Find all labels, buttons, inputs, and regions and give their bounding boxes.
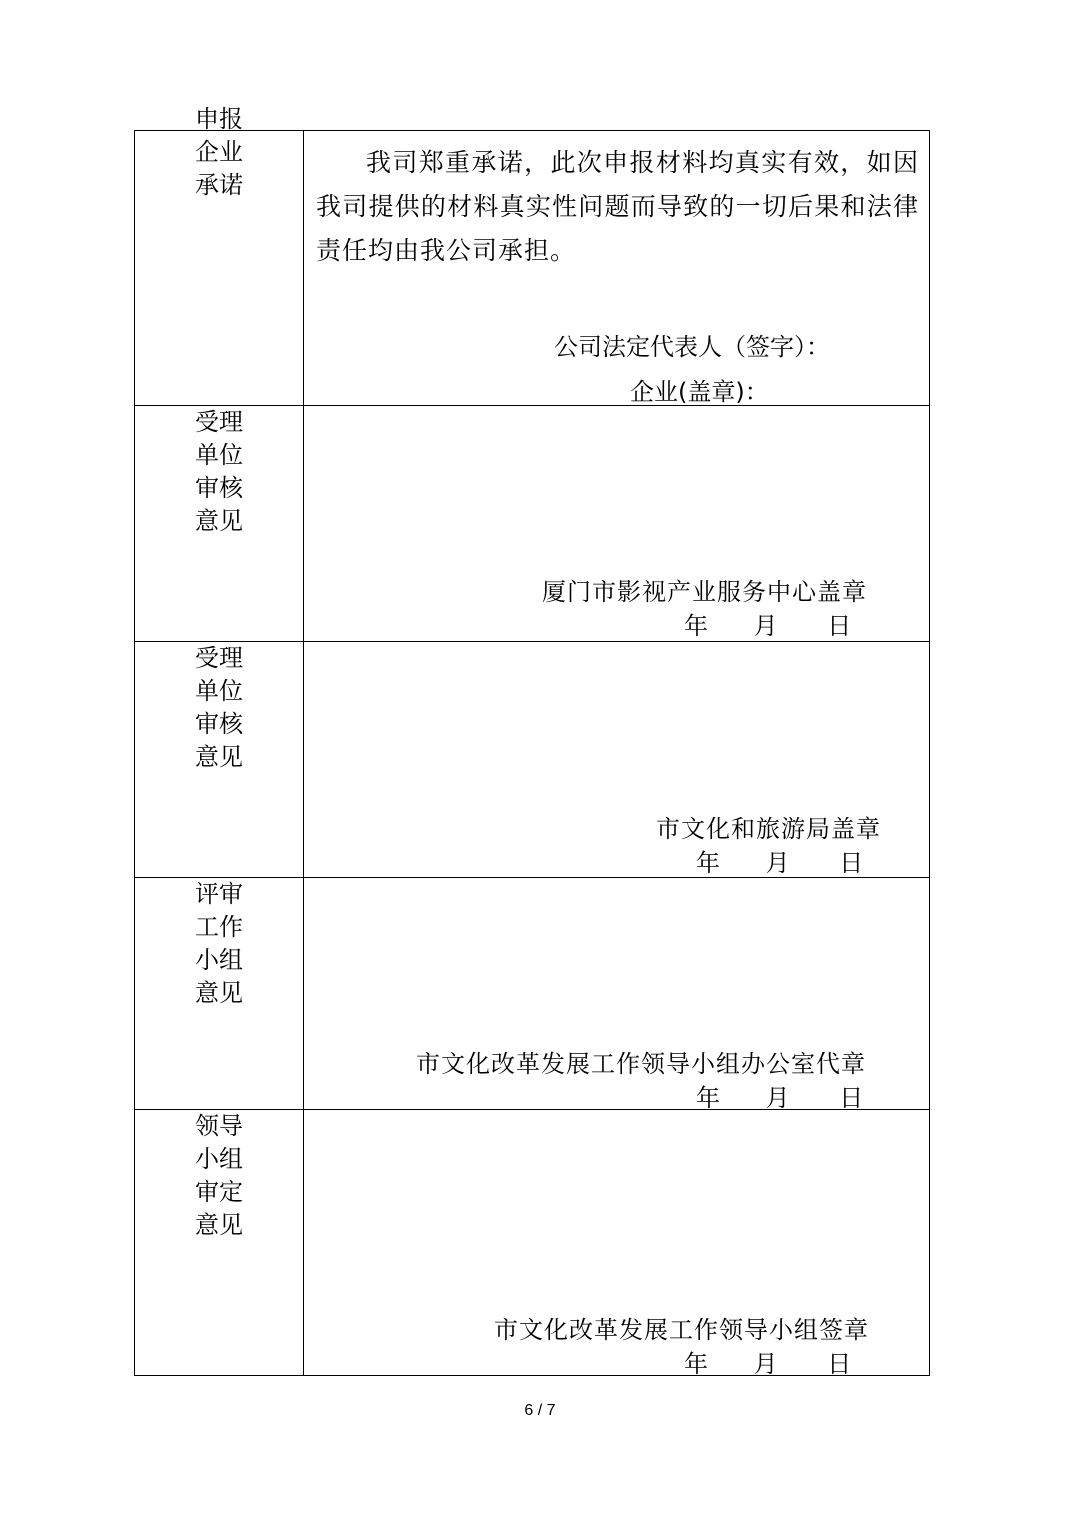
row-acceptance-review-1	[135, 406, 930, 642]
row-enterprise-commitment	[135, 131, 930, 406]
date-day: 日	[839, 1084, 864, 1112]
stamp-label: 市文化改革发展工作领导小组签章	[494, 1316, 869, 1344]
row-label	[195, 406, 243, 538]
label-line: 企业	[195, 138, 243, 166]
label-line: 审核	[195, 474, 243, 502]
label-cell	[135, 1110, 304, 1376]
row-label	[195, 642, 243, 774]
label-cell	[135, 406, 304, 642]
label-line: 评审	[195, 880, 243, 908]
label-line: 意见	[195, 1211, 243, 1239]
row-label	[195, 878, 243, 1010]
content-cell	[304, 406, 930, 642]
content-cell	[304, 878, 930, 1110]
date-year: 年	[684, 612, 708, 640]
label-line: 单位	[195, 441, 243, 469]
date-day: 日	[827, 1350, 852, 1378]
content-cell	[304, 131, 930, 406]
stamp-label: 市文化和旅游局盖章	[656, 815, 881, 843]
row-review-group	[135, 878, 930, 1110]
date-day: 日	[839, 849, 864, 877]
label-line: 工作	[195, 913, 243, 941]
date-year: 年	[696, 849, 720, 877]
date-month: 月	[753, 1350, 778, 1378]
label-line: 意见	[195, 743, 243, 771]
content-cell	[304, 1110, 930, 1376]
seal-label: 企业(盖章)：	[630, 378, 769, 406]
date-month: 月	[765, 849, 790, 877]
stamp-label: 厦门市影视产业服务中心盖章	[542, 578, 867, 606]
label-line: 小组	[195, 1145, 243, 1173]
date-line	[696, 1078, 863, 1113]
label-line: 审定	[195, 1178, 243, 1206]
label-line: 审核	[195, 710, 243, 738]
date-month: 月	[765, 1084, 790, 1112]
date-year: 年	[684, 1350, 708, 1378]
label-line: 申报	[195, 105, 243, 133]
label-line: 单位	[195, 677, 243, 705]
label-cell	[135, 642, 304, 878]
date-line	[696, 843, 863, 878]
content-cell	[304, 642, 930, 878]
label-cell	[135, 878, 304, 1110]
signature-label: 公司法定代表人（签字）：	[554, 333, 830, 361]
label-line: 意见	[195, 507, 243, 535]
commitment-text: 我司郑重承诺，此次申报材料均真实有效，如因我司提供的材料真实性问题而导致的一切后果和法律责任均由我公司承担。	[316, 148, 919, 265]
row-label	[195, 1110, 243, 1242]
stamp-label: 市文化改革发展工作领导小组办公室代章	[416, 1050, 866, 1078]
label-line: 承诺	[195, 171, 243, 199]
approval-form-table	[134, 105, 930, 1378]
row-acceptance-review-2	[135, 642, 930, 878]
date-day: 日	[827, 612, 852, 640]
date-line	[684, 606, 851, 641]
label-line: 意见	[195, 979, 243, 1007]
label-line: 受理	[195, 644, 243, 672]
row-leading-group	[135, 1110, 930, 1376]
date-line	[684, 1344, 851, 1379]
page-number: 6 / 7	[524, 1402, 556, 1419]
label-line: 小组	[195, 946, 243, 974]
date-year: 年	[696, 1084, 720, 1112]
row-label	[195, 103, 243, 202]
date-month: 月	[753, 612, 778, 640]
label-cell	[135, 105, 304, 406]
label-line: 受理	[195, 408, 243, 436]
label-line: 领导	[195, 1112, 243, 1140]
